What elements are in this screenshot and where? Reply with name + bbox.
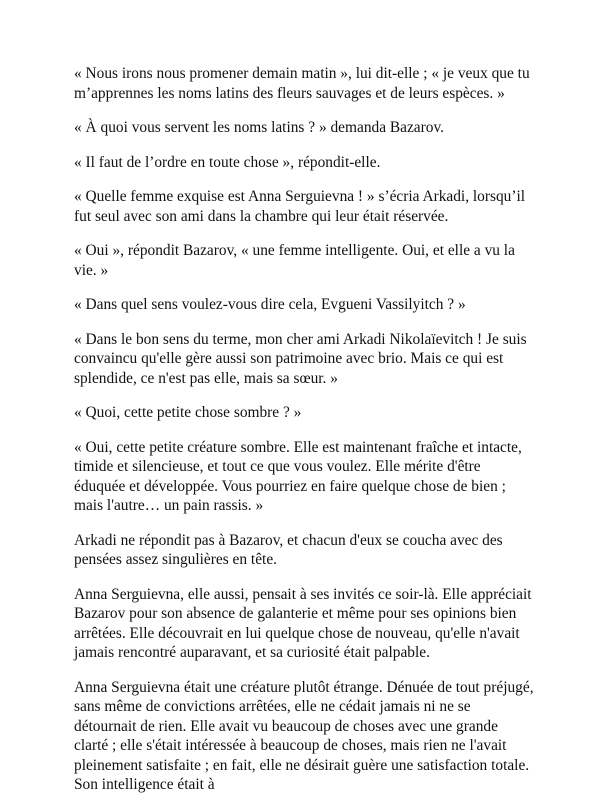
- paragraph-5: « Oui », répondit Bazarov, « une femme intelligente. Oui, et elle a vu la vie. »: [74, 242, 515, 279]
- paragraph-4: « Quelle femme exquise est Anna Serguievna ! » s’écria Arkadi, lorsqu’il fut seul avec son ami dans la chambre qui leur était réservée.: [74, 188, 526, 225]
- paragraph-6: « Dans quel sens voulez-vous dire cela, Evgueni Vassilyitch ? »: [74, 296, 466, 313]
- paragraph-1: « Nous irons nous promener demain matin », lui dit-elle ; « je veux que tu m’apprennes les noms latins des fleurs sauvages et de leurs espèces. »: [74, 65, 530, 102]
- paragraph-3: « Il faut de l’ordre en toute chose », répondit-elle.: [74, 153, 381, 171]
- paragraph-9: « Oui, cette petite créature sombre. Elle est maintenant fraîche et intacte, timide et silencieuse, et tout ce que vous voulez. Elle mérite d'être éduquée et développée. Vous pourriez en faire quelque chose de bien ; mais l'autre… un pain rassis. »: [74, 438, 522, 514]
- paragraph-11: Anna Serguievna, elle aussi, pensait à ses invités ce soir-là. Elle appréciait Bazarov pour son absence de galanterie et même pour ses opinions bien arrêtées. Elle découvrait en lui quelque chose de nouveau, qu'elle n'avait jamais rencontré auparavant, et sa curiosité était palpable.: [74, 585, 532, 661]
- paragraph-8: « Quoi, cette petite chose sombre ? »: [74, 404, 302, 421]
- paragraph-7: « Dans le bon sens du terme, mon cher ami Arkadi Nikolaïevitch ! Je suis convaincu qu'elle gère aussi son patrimoine avec brio. Mais ce qui est splendide, ce n'est pas elle, mais sa sœur. »: [74, 330, 527, 387]
- document-page: [74, 64, 534, 810]
- paragraph-12: Anna Serguievna était une créature plutôt étrange. Dénuée de tout préjugé, sans même de convictions arrêtées, elle ne cédait jamais ni ne se détournait de rien. Elle avait vu beaucoup de choses avec une grande clarté ; elle s'était intéressée à beaucoup de choses, mais rien ne l'avait pleinement satisfaite ; en fait, elle ne désirait guère une satisfaction totale. Son intelligence était à: [74, 678, 534, 793]
- paragraph-10: Arkadi ne répondit pas à Bazarov, et chacun d'eux se coucha avec des pensées assez singulières en tête.: [74, 531, 503, 568]
- paragraph-2: « À quoi vous servent les noms latins ? » demanda Bazarov.: [74, 119, 445, 136]
